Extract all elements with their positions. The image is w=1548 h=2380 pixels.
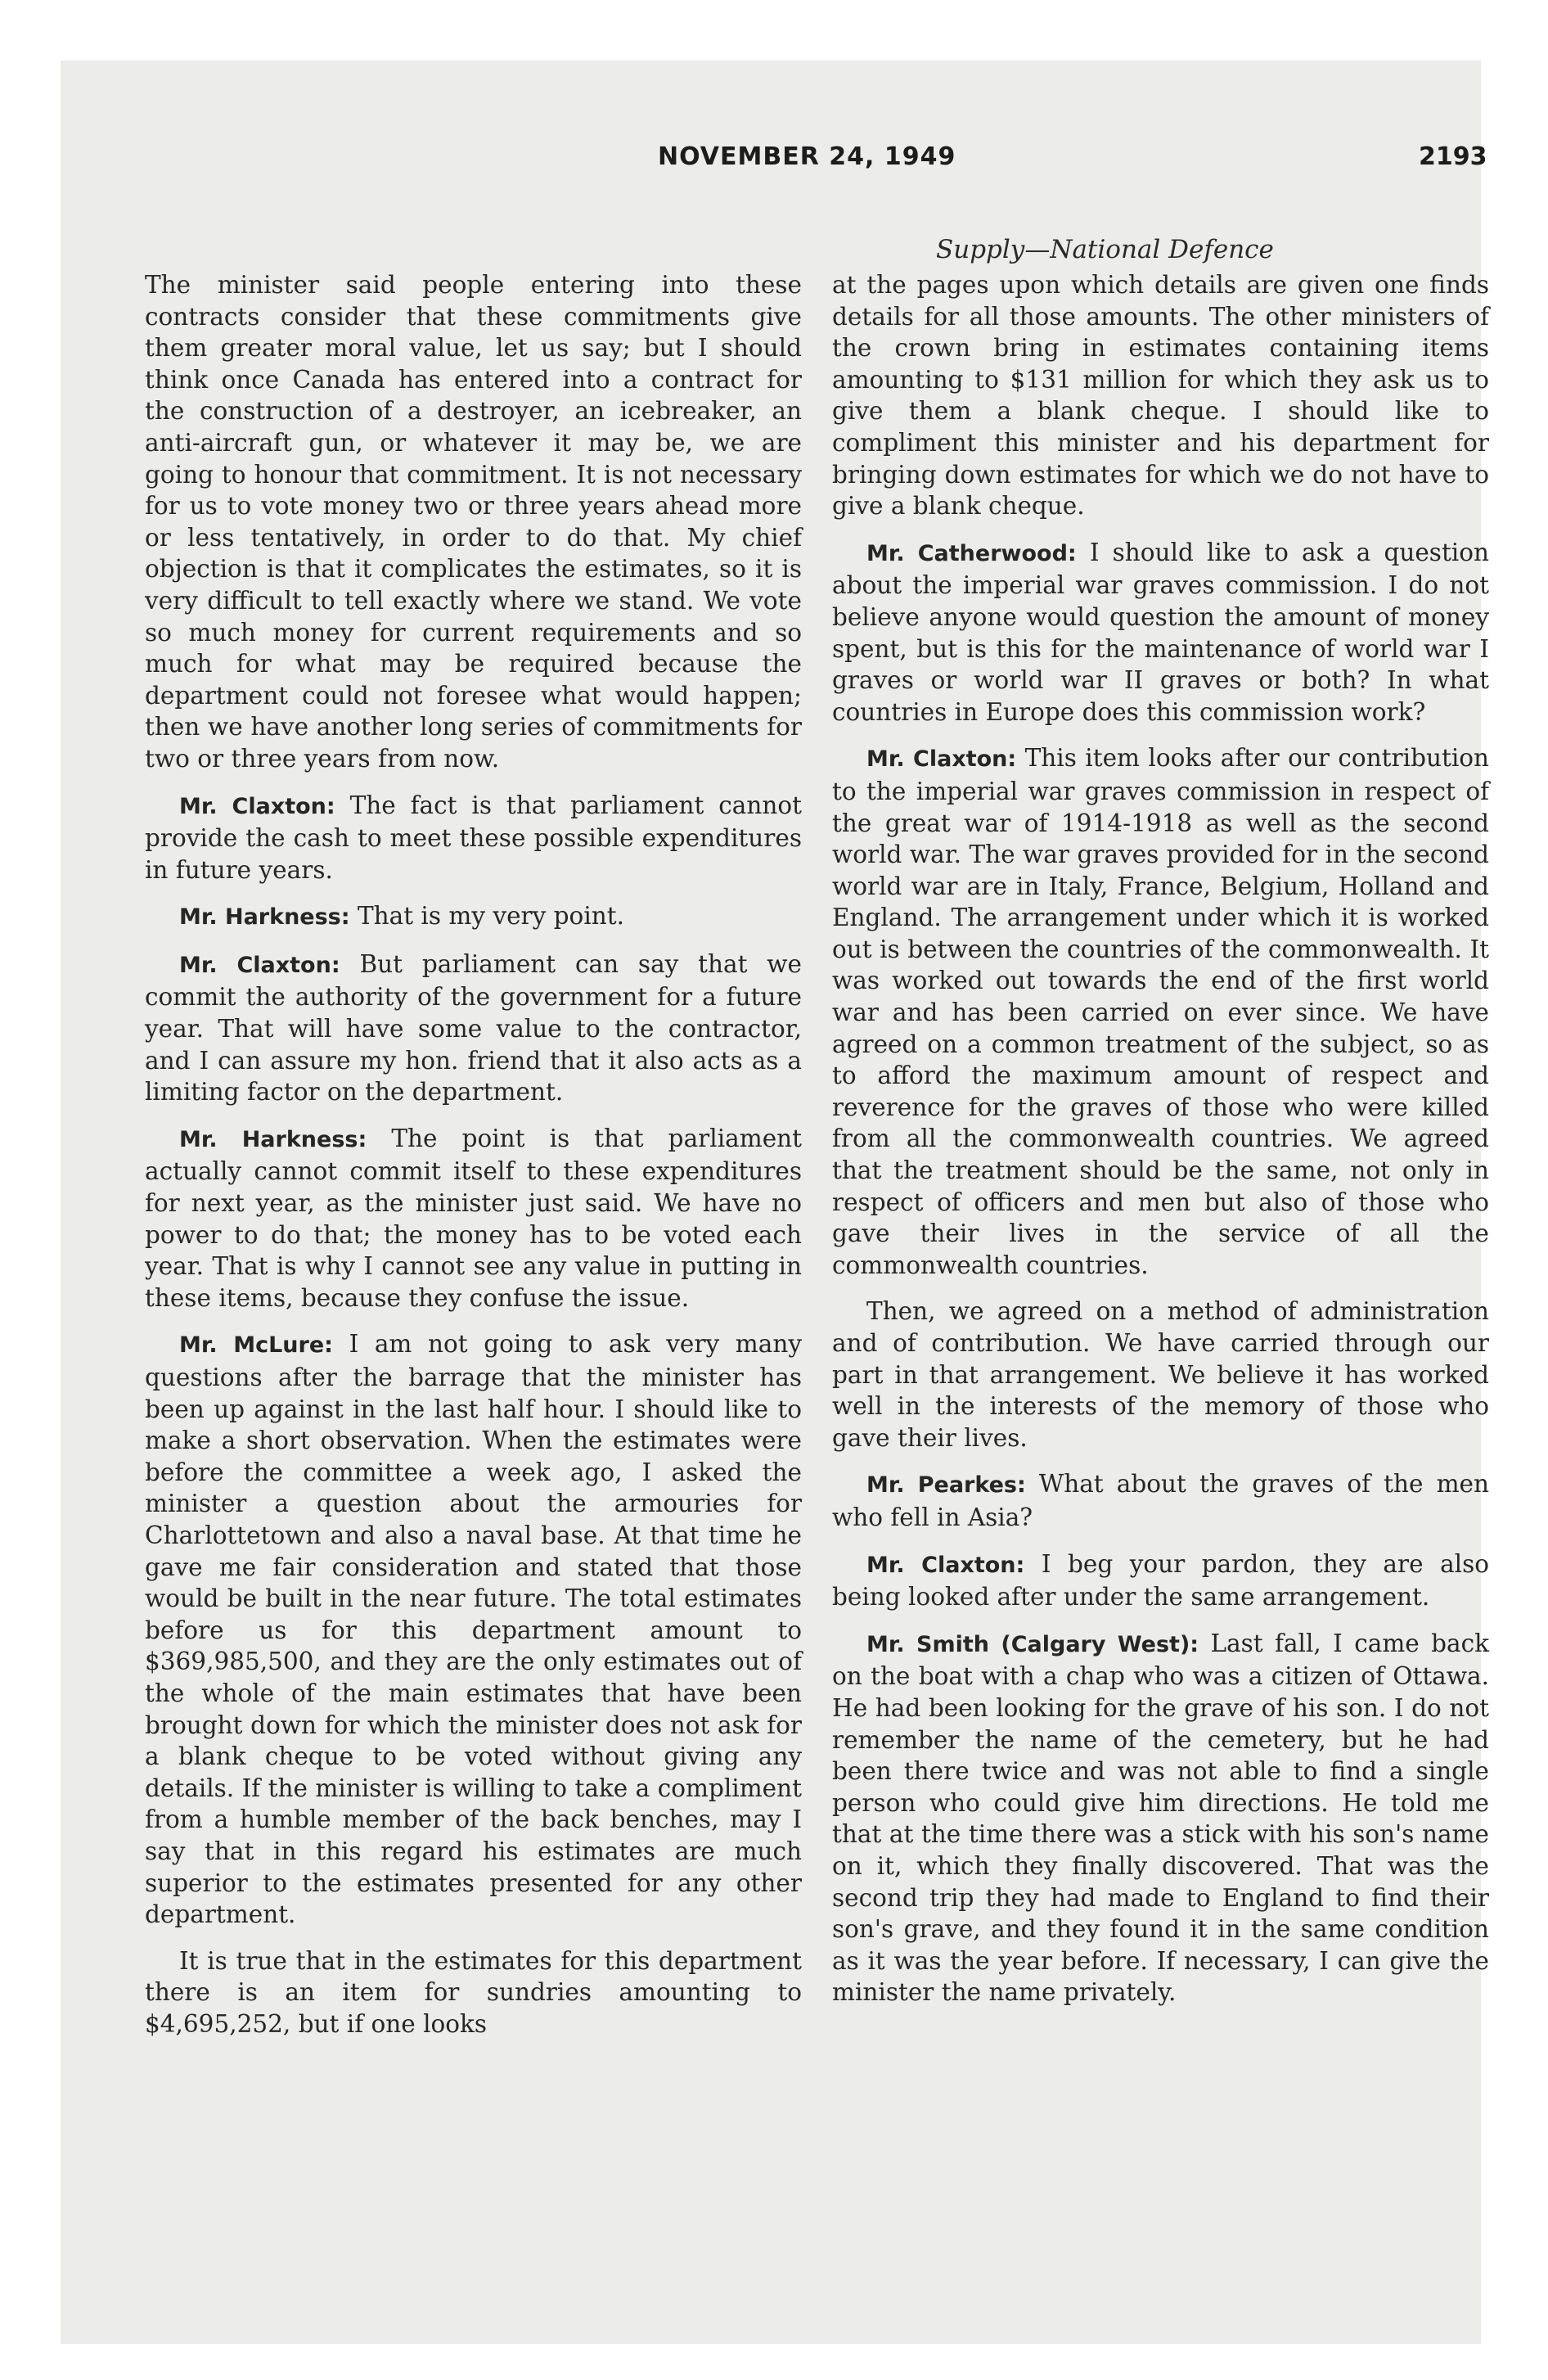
paragraph xyxy=(832,537,1489,728)
paragraph: It is true that in the estimates for this department there is an item for sundries amounting to $4,695,252, but if one looks xyxy=(145,1946,802,2038)
paragraph: Then, we agreed on a method of administration and of contribution. We have carried through our part in that arrangement. We believe it has worked well in the interests of the memory of those who gave their lives. xyxy=(832,1297,1489,1452)
paragraph xyxy=(145,1328,802,1930)
section-heading: Supply—National Defence xyxy=(936,235,1274,264)
speaker-name: Mr. Smith (Calgary West): xyxy=(866,1631,1199,1657)
paragraph: The minister said people entering into these contracts consider that these commitments give them greater moral value, let us say; but I should think once Canada has entered into a contract for the construction of a destroyer, an icebreaker, an anti-aircraft gun, or whatever it may be, we are going to honour that commitment. It is not necessary for us to vote money two or three years ahead more or less tentatively, in order to do that. My chief objection is that it complicates the estimates, so it is very difficult to tell exactly where we stand. We vote so much money for current requirements and so much for what may be required because the department could not foresee what would happen; then we have another long series of commitments for two or three years from now. xyxy=(145,271,802,773)
speech-text: What about the graves of the men who fell in Asia? xyxy=(832,1470,1489,1531)
speaker-name: Mr. Claxton: xyxy=(179,793,335,819)
speaker-name: Mr. Claxton: xyxy=(179,952,340,978)
speech-text: Last fall, I came back on the boat with a chap who was a citizen of Ottawa. He had been looking for the grave of his son. I do not remember the name of the cemetery, but he had been there twice and was not able to find a single person who could give him directions. He told me that at the time there was a stick with his son's name on it, which they finally discovered. That was the second trip they had made to England to find their son's grave, and they found it in the same condition as it was the year before. If necessary, I can give the minister the name privately. xyxy=(832,1629,1490,2007)
speech-text: The point is that parliament actually cannot commit itself to these expenditures for next year, as the minister just said. We have no power to do that; the money has to be voted each year. That is why I cannot see any value in putting in these items, because they confuse the issue. xyxy=(145,1124,803,1312)
right-column xyxy=(832,269,1489,2023)
left-column xyxy=(145,269,802,2054)
scanned-page xyxy=(61,61,1490,2344)
speech-text: But parliament can say that we commit the authority of the government for a future year. That will have some value to the contractor, and I can assure my hon. friend that it also acts as a limiting factor on the department. xyxy=(145,949,803,1107)
speaker-name: Mr. Pearkes: xyxy=(866,1472,1026,1499)
paragraph: at the pages upon which details are given one finds details for all those amounts. The other ministers of the crown bring in estimates containing items amounting to $131 million for which they ask us to give them a blank cheque. I should like to compliment this minister and his department for bringing down estimates for which we do not have to give a blank cheque. xyxy=(832,271,1489,521)
speaker-name: Mr. Harkness: xyxy=(179,904,350,931)
paragraph xyxy=(145,949,802,1108)
header-date: NOVEMBER 24, 1949 xyxy=(658,142,956,171)
speech-text: That is my very point. xyxy=(349,902,624,931)
speaker-name: Mr. Claxton: xyxy=(866,746,1017,773)
speech-text: I beg your pardon, they are also being looked after under the same arrangement. xyxy=(832,1549,1489,1611)
paragraph xyxy=(832,1628,1489,2008)
speech-text: This item looks after our contribution to the imperial war graves commission in respect of the great war of 1914-1918 as well as the second world war. The war graves provided for in the second world war are in Italy, France, Belgium, Holland and England. The arrangement under which it is worked out is between the countries of the commonwealth. It was worked out towards the end of the first world war and has been carried on ever since. We have agreed on a common treatment of the subject, so as to afford the maximum amount of respect and reverence for the graves of those who were killed from all the commonwealth countries. We agreed that the treatment should be the same, not only in respect of officers and men but also of those who gave their lives in the service of all the commonwealth countries. xyxy=(832,744,1490,1279)
page-number: 2193 xyxy=(1419,142,1487,171)
speech-text: I am not going to ask very many questions after the barrage that the minister has been up against in the last half hour. I should like to make a short observation. When the estimates were before the committee a week ago, I asked the minister a question about the armouries for Charlottetown and also a naval base. At that time he gave me fair consideration and stated that those would be built in the near future. The total estimates before us for this department amount to $369,985,500, and they are the only estimates out of the whole of the main estimates that have been brought down for which the minister does not ask for a blank cheque to be voted without giving any details. If the minister is willing to take a compliment from a humble member of the back benches, may I say that in this regard his estimates are much superior to the estimates presented for any other department. xyxy=(145,1330,802,1929)
paragraph xyxy=(832,1468,1489,1533)
speaker-name: Mr. Harkness: xyxy=(179,1126,367,1152)
paragraph xyxy=(832,1548,1489,1613)
paragraph xyxy=(145,790,802,886)
paragraph xyxy=(145,900,802,934)
paragraph xyxy=(832,742,1489,1281)
paragraph xyxy=(145,1123,802,1314)
speaker-name: Mr. Claxton: xyxy=(866,1552,1025,1578)
speech-text: I should like to ask a question about the imperial war graves commission. I do not believe anyone would question the amount of money spent, but is this for the maintenance of world war I graves or world war II graves or both? In what countries in Europe does this commission work? xyxy=(832,538,1489,726)
speaker-name: Mr. Catherwood: xyxy=(866,540,1077,566)
speaker-name: Mr. McLure: xyxy=(179,1332,333,1359)
speech-text: The fact is that parliament cannot provide the cash to meet these possible expenditures in future years. xyxy=(145,791,802,884)
